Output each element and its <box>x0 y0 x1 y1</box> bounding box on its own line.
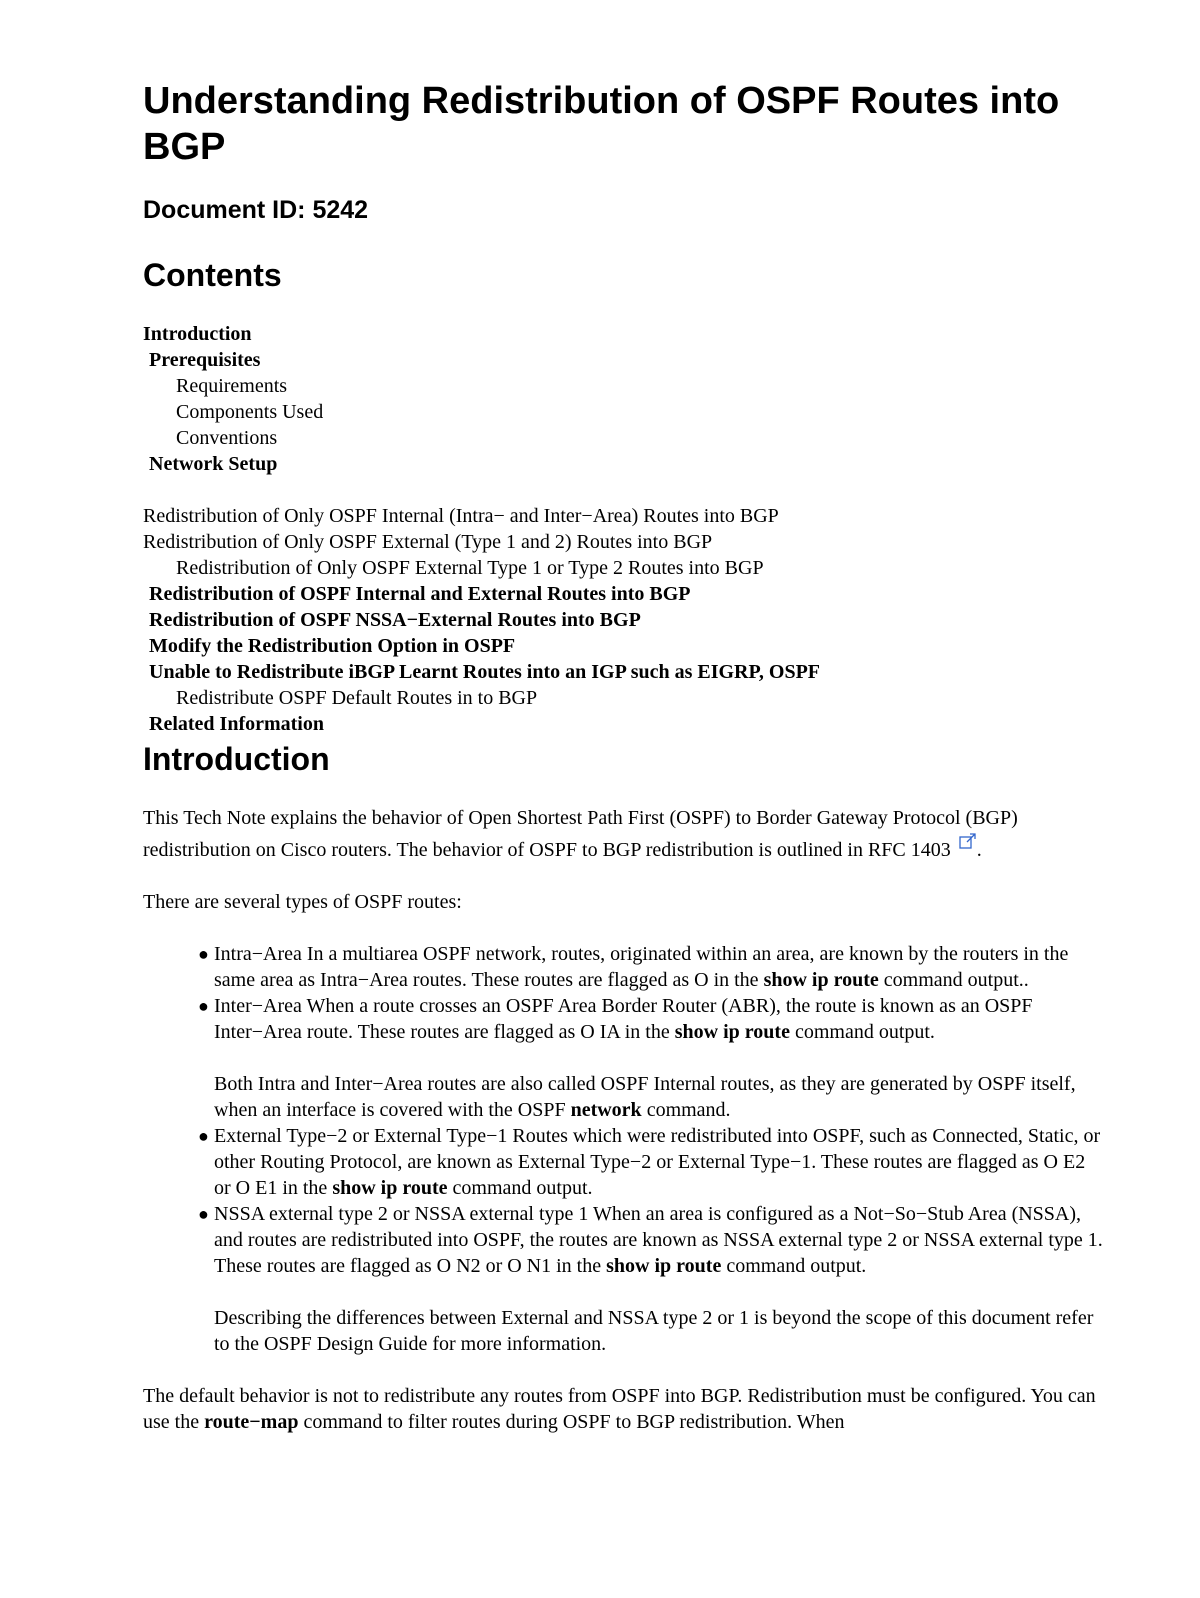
toc-link[interactable]: Redistribution of Only OSPF External Type 1 or Type 2 Routes into BGP <box>176 557 764 579</box>
toc-link[interactable]: Unable to Redistribute iBGP Learnt Routes into an IGP such as EIGRP, OSPF <box>149 661 820 683</box>
list-item: ● Intra−Area In a multiarea OSPF network, routes, originated within an area, are known by the routers in the same area as Intra−Area routes. These routes are flagged as O in the show ip route command output.. <box>198 943 1069 991</box>
command-name: show ip route <box>674 1021 790 1043</box>
list-item-note: Both Intra and Inter−Area routes are also called OSPF Internal routes, as they are generated by OSPF itself, when an interface is covered with the OSPF network command. <box>214 1073 1076 1121</box>
route-types-intro: There are several types of OSPF routes: <box>143 891 462 913</box>
introduction-heading: Introduction <box>143 741 330 777</box>
contents-heading: Contents <box>143 257 282 293</box>
toc-link[interactable]: Conventions <box>176 427 278 449</box>
toc-link[interactable]: Prerequisites <box>149 349 261 371</box>
document-id: Document ID: 5242 <box>143 196 369 224</box>
toc-link[interactable]: Redistribution of OSPF Internal and External Routes into BGP <box>149 583 691 605</box>
toc-link[interactable]: Redistribution of Only OSPF External (Type 1 and 2) Routes into BGP <box>143 531 713 553</box>
list-item: ● External Type−2 or External Type−1 Routes which were redistributed into OSPF, such as Connected, Static, or other Routing Protocol, are known as External Type−2 or External Type−1. These routes are flagged as O E2 or O E1 in the show ip route command output. <box>198 1125 1101 1199</box>
intro-paragraph-text: This Tech Note explains the behavior of Open Shortest Path First (OSPF) to Border Gateway Protocol (BGP) redistribution on Cisco routers. The behavior of OSPF to BGP redistribution is outlined in RFC 1403 <box>143 807 1018 861</box>
document-title: Understanding Redistribution of OSPF Routes into BGP <box>143 80 1060 168</box>
toc-link[interactable]: Modify the Redistribution Option in OSPF <box>149 635 516 657</box>
list-item: ● NSSA external type 2 or NSSA external type 1 When an area is configured as a Not−So−Stub Area (NSSA), and routes are redistributed into OSPF, the routes are known as NSSA external type 2 or NSSA external type 1. These routes are flagged as O N2 or O N1 in the show ip route command output. Describing the differences between External and NSSA type 2 or 1 is beyond the scope of this document refer to the OSPF Design Guide for more information. <box>198 1203 1103 1355</box>
toc-link[interactable]: Network Setup <box>149 453 278 475</box>
toc-link[interactable]: Redistribution of OSPF NSSA−External Routes into BGP <box>149 609 641 631</box>
toc-spacer <box>143 477 1103 503</box>
command-name: route−map <box>204 1411 299 1433</box>
command-name: show ip route <box>606 1255 722 1277</box>
introduction-body <box>143 805 1103 1435</box>
external-link-icon[interactable] <box>959 831 977 849</box>
toc-link[interactable]: Redistribute OSPF Default Routes in to BGP <box>176 687 538 709</box>
toc-link[interactable]: Related Information <box>149 713 324 735</box>
command-name: show ip route <box>763 969 879 991</box>
bullet-icon: ● <box>198 1204 209 1224</box>
table-of-contents <box>143 321 1103 737</box>
bullet-icon: ● <box>198 944 209 964</box>
toc-link[interactable]: Redistribution of Only OSPF Internal (Intra− and Inter−Area) Routes into BGP <box>143 505 779 527</box>
toc-link[interactable]: Components Used <box>176 401 324 423</box>
intro-paragraph-end: . <box>976 839 982 861</box>
toc-link[interactable]: Introduction <box>143 323 252 345</box>
command-name: network <box>570 1099 642 1121</box>
bullet-icon: ● <box>198 996 209 1016</box>
route-types-list <box>143 941 1103 1357</box>
command-name: show ip route <box>332 1177 448 1199</box>
toc-link[interactable]: Requirements <box>176 375 288 397</box>
list-item: ● Inter−Area When a route crosses an OSPF Area Border Router (ABR), the route is known as an OSPF Inter−Area route. These routes are flagged as O IA in the show ip route command output. Both Intra and Inter−Area routes are also called OSPF Internal routes, as they are generated by OSPF itself, when an interface is covered with the OSPF network command. <box>214 993 1103 1123</box>
redistribution-default-paragraph: The default behavior is not to redistribute any routes from OSPF into BGP. Redistribution must be configured. You can use the route−map command to filter routes during OSPF to BGP redistribution. When <box>143 1385 1096 1433</box>
bullet-icon: ● <box>198 1126 209 1146</box>
intro-paragraph <box>143 805 1103 863</box>
list-item-note: Describing the differences between External and NSSA type 2 or 1 is beyond the scope of this document refer to the OSPF Design Guide for more information. <box>214 1307 1094 1355</box>
